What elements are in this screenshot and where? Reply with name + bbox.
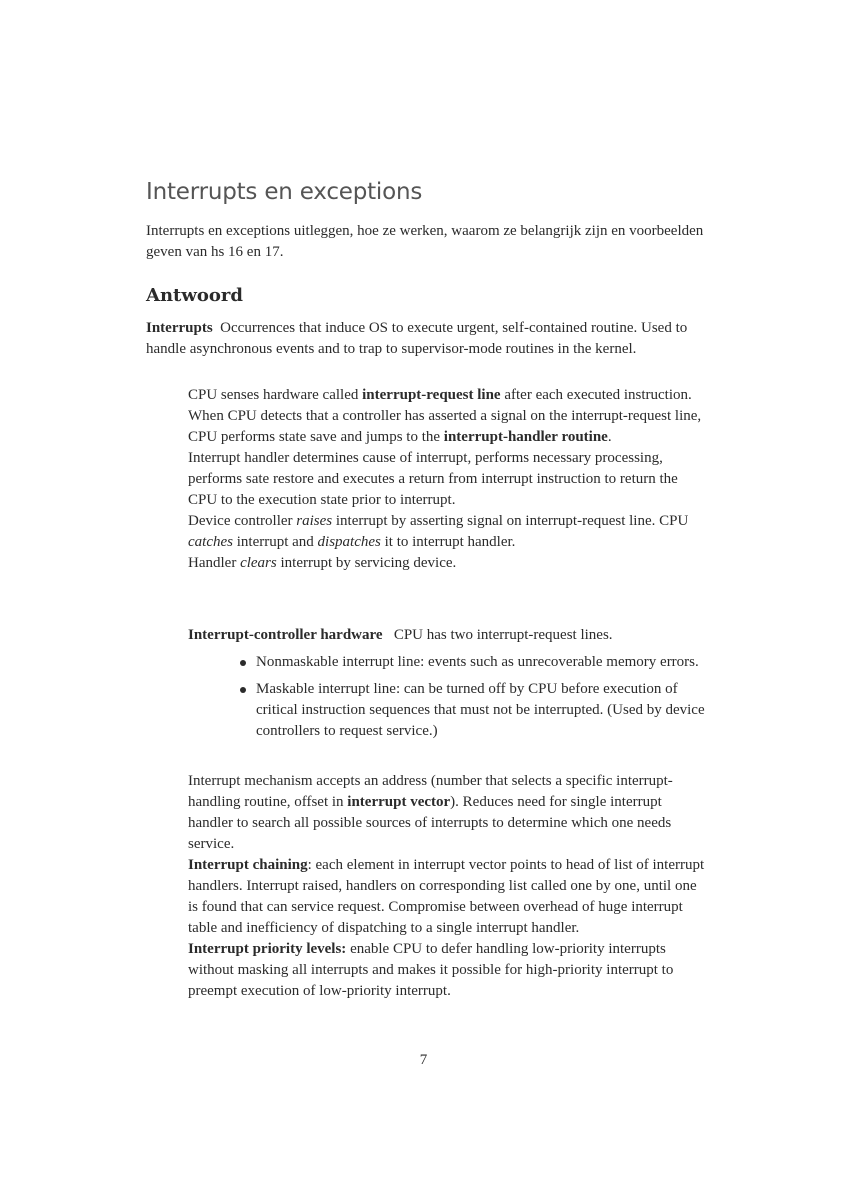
list-item-text: Maskable interrupt line: can be turned off by CPU before execution of critical instruction sequences that must not be interrupted. (Used by device controllers to request service.) bbox=[256, 681, 705, 739]
bullet-icon bbox=[240, 660, 246, 666]
text: Interrupt mechanism accepts an address (number that selects a specific interrupt-handling routine, offset in bbox=[188, 773, 673, 810]
paragraph bbox=[188, 855, 708, 939]
page-number: 7 bbox=[419, 1052, 428, 1068]
term-dispatches: dispatches bbox=[317, 534, 381, 550]
text: interrupt by servicing device. bbox=[276, 555, 457, 571]
interrupt-lines-list bbox=[188, 652, 708, 748]
text: it to interrupt handler. bbox=[380, 534, 516, 550]
term-interrupt-vector: interrupt vector bbox=[347, 794, 451, 810]
term-interrupt-priority-levels: Interrupt priority levels: bbox=[188, 941, 347, 957]
text: interrupt and bbox=[232, 534, 318, 550]
term-clears: clears bbox=[240, 555, 277, 571]
list-item-text: Nonmaskable interrupt line: events such as unrecoverable memory errors. bbox=[256, 654, 699, 670]
paragraph bbox=[188, 939, 708, 1002]
term-interrupt-request-line: interrupt-request line bbox=[362, 387, 501, 403]
text: . bbox=[607, 429, 612, 445]
term-interrupt-handler-routine: interrupt-handler routine bbox=[443, 429, 608, 445]
interrupt-vector-block bbox=[188, 771, 708, 1002]
page-title: Interrupts en exceptions bbox=[146, 179, 423, 205]
term-raises: raises bbox=[296, 513, 333, 529]
bullet-icon bbox=[240, 687, 246, 693]
text: When CPU detects that a controller has asserted a signal on the interrupt-request line, CPU performs state save and jumps to the bbox=[188, 408, 702, 445]
interrupts-definition-text: Occurrences that induce OS to execute urgent, self-contained routine. Used to handle asynchronous events and to trap to supervisor-mode routines in the kernel. bbox=[146, 320, 688, 357]
interrupts-term: Interrupts bbox=[146, 320, 213, 336]
text: : each element in interrupt vector points to head of list of interrupt handlers. Interrupt raised, handlers on corresponding list called one by one, until one is found that can service request. Compromise between overhead of huge interrupt table and inefficiency of dispatching to a single interrupt handler. bbox=[188, 857, 705, 936]
term-interrupt-chaining: Interrupt chaining bbox=[188, 857, 308, 873]
list-item bbox=[188, 679, 708, 742]
intro-paragraph: Interrupts en exceptions uitleggen, hoe ze werken, waarom ze belangrijk zijn en voorbeelden geven van hs 16 en 17. bbox=[146, 223, 704, 260]
controller-hardware-term: Interrupt-controller hardware bbox=[188, 627, 383, 643]
list-item bbox=[188, 652, 708, 673]
paragraph: Interrupt handler determines cause of interrupt, performs necessary processing, performs sate restore and executes a return from interrupt instruction to return the CPU to the execution state prior to interrupt. bbox=[188, 450, 678, 508]
paragraph bbox=[188, 406, 708, 448]
interrupt-mechanism-block bbox=[188, 385, 708, 574]
text: Device controller bbox=[188, 513, 297, 529]
paragraph bbox=[188, 511, 708, 553]
text: after each executed instruction. bbox=[500, 387, 692, 403]
text: ). Reduces need for single interrupt handler to search all possible sources of interrupts to determine which one needs service. bbox=[188, 794, 672, 852]
answer-heading: Antwoord bbox=[146, 285, 243, 306]
paragraph bbox=[188, 553, 708, 574]
paragraph bbox=[188, 771, 708, 855]
interrupts-definition bbox=[146, 318, 706, 360]
text: Handler bbox=[188, 555, 241, 571]
text: CPU senses hardware called bbox=[188, 387, 363, 403]
controller-hardware-text: CPU has two interrupt-request lines. bbox=[393, 627, 613, 643]
term-catches: catches bbox=[188, 534, 233, 550]
text: interrupt by asserting signal on interrupt-request line. CPU bbox=[332, 513, 689, 529]
text: enable CPU to defer handling low-priority interrupts without masking all interrupts and makes it possible for high-priority interrupt to preempt execution of low-priority interrupt. bbox=[188, 941, 674, 999]
paragraph bbox=[188, 385, 708, 406]
controller-hardware-line bbox=[188, 625, 708, 646]
